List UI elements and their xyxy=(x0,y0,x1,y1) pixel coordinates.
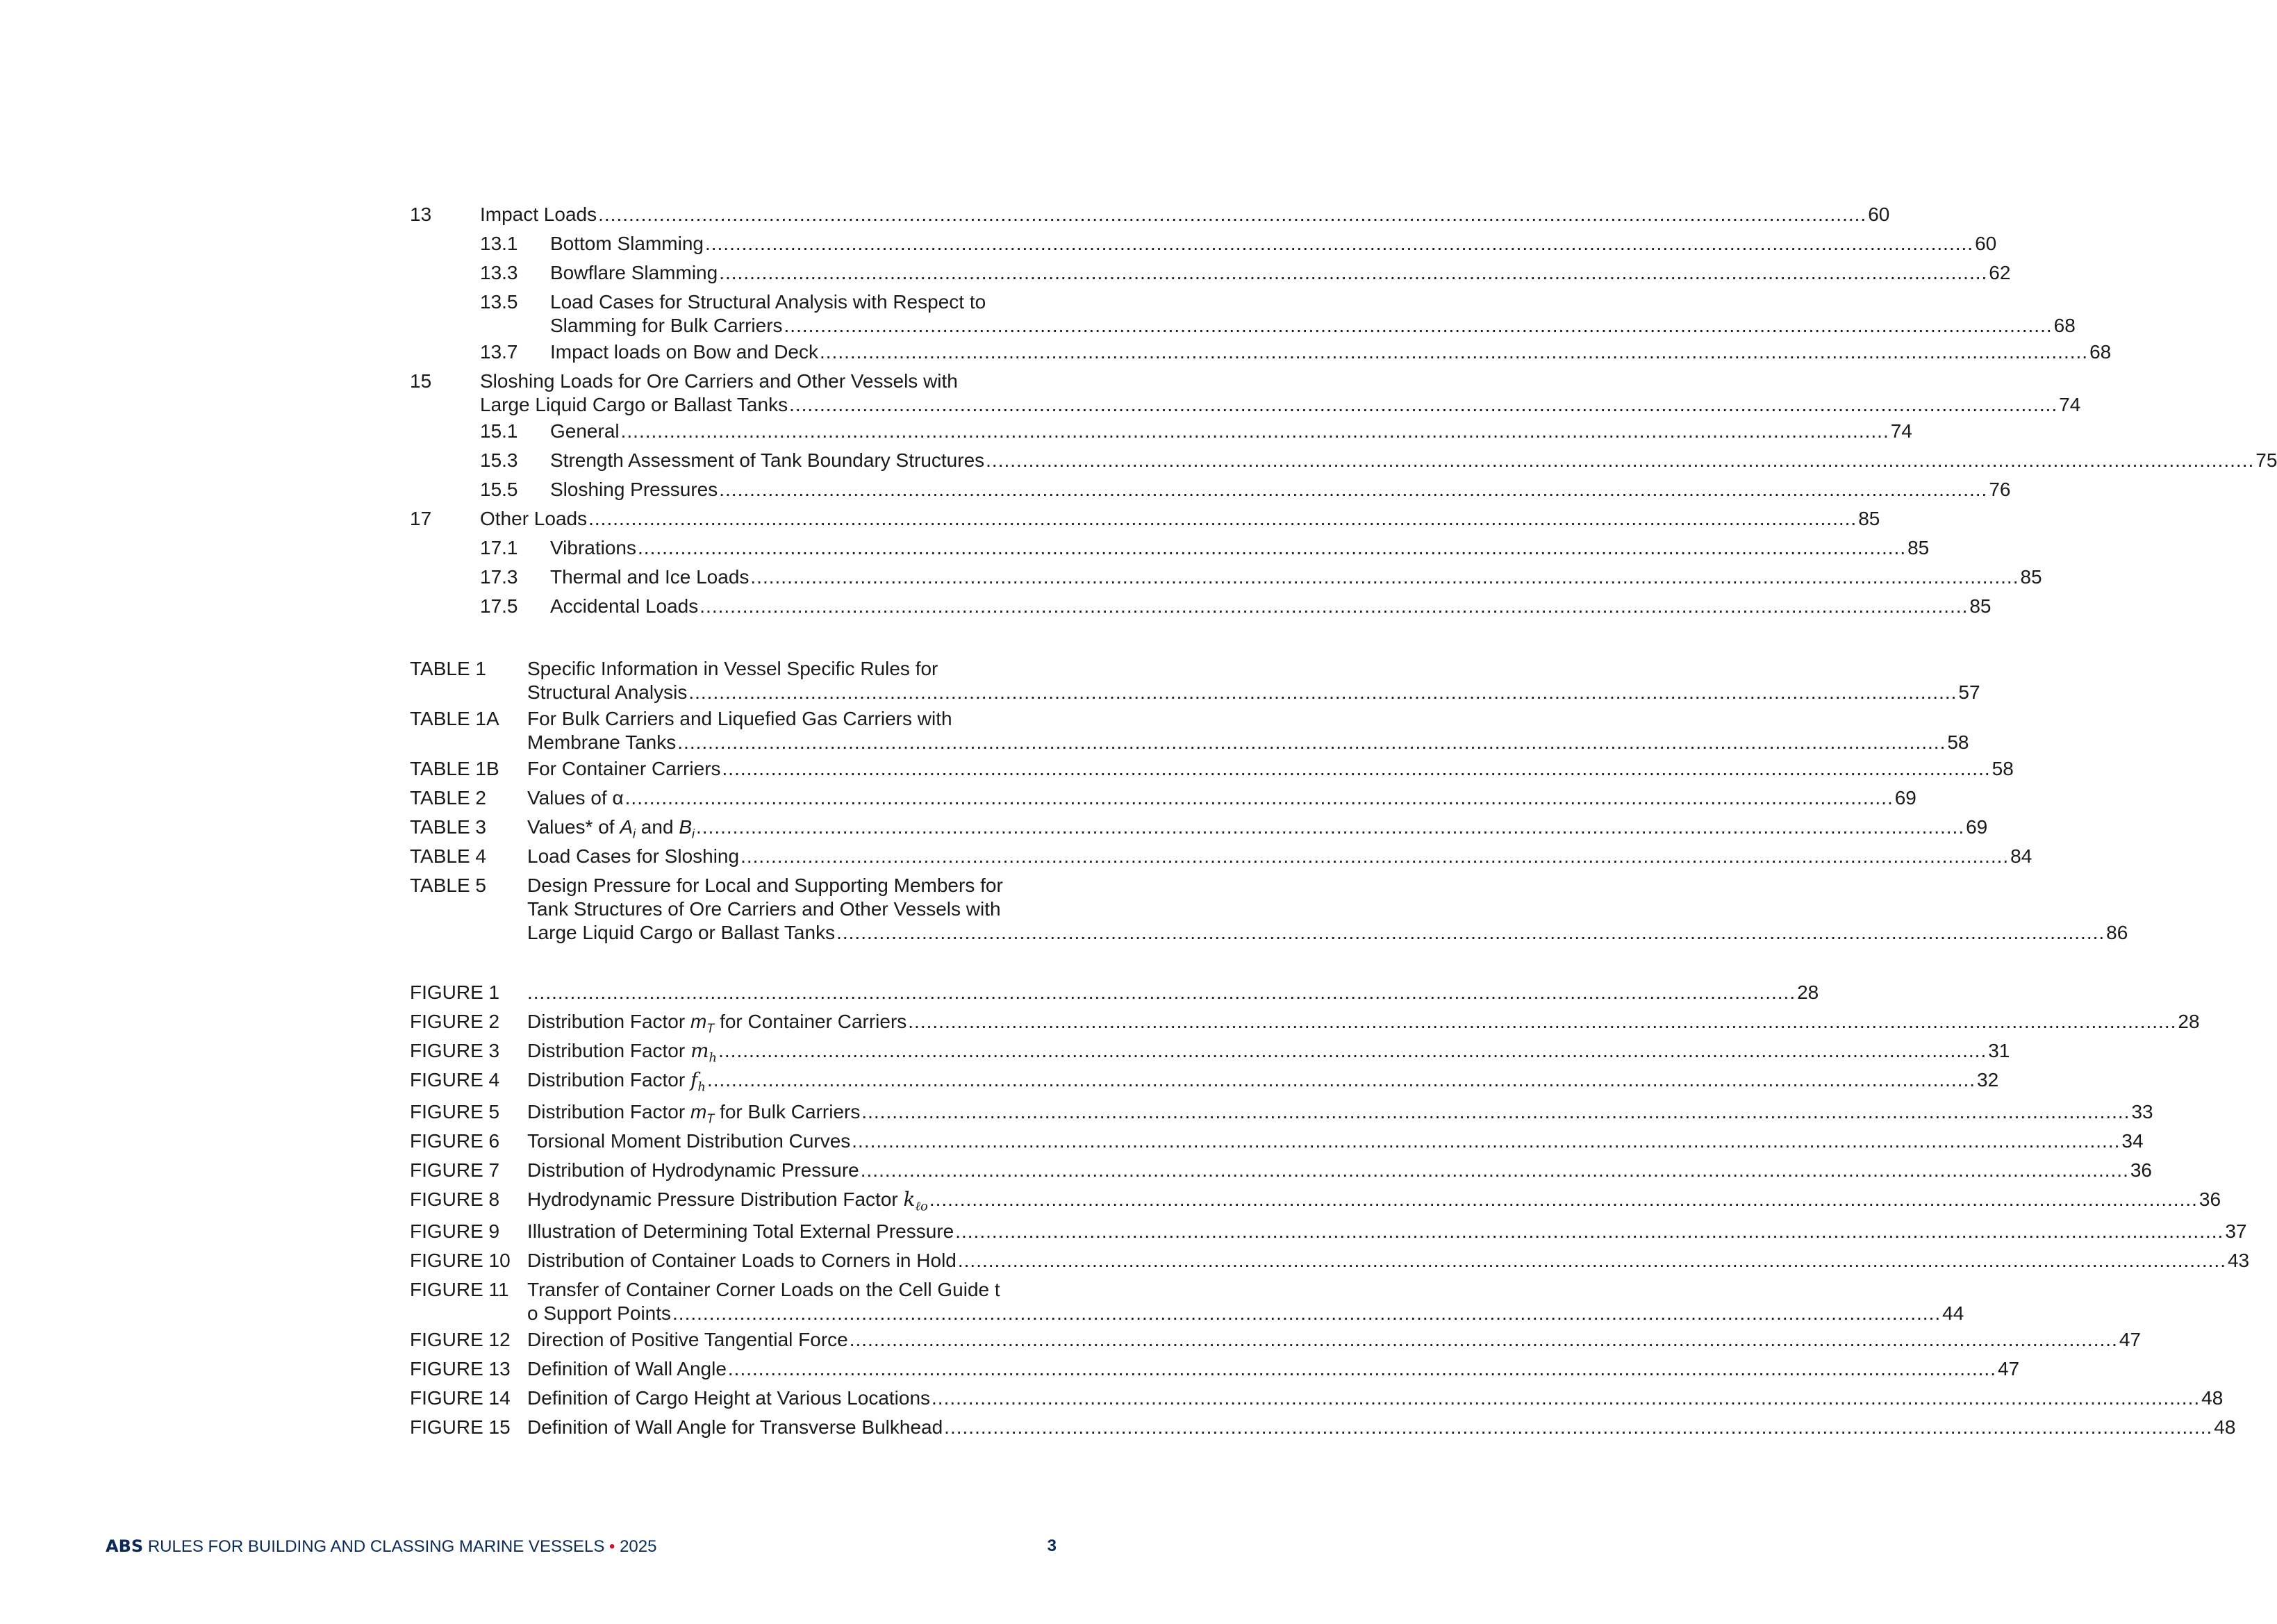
page-number: 31 xyxy=(1988,1040,2010,1061)
entry-title: Sloshing Pressures xyxy=(550,479,718,500)
page-number: 69 xyxy=(1894,787,1916,809)
entry-title: Distribution Factor $m_T$ for Bulk Carriers xyxy=(527,1101,861,1126)
page-footer xyxy=(106,1532,1057,1560)
entry-title: Direction of Positive Tangential Force xyxy=(527,1329,848,1350)
dot-leader xyxy=(707,1068,1976,1092)
dot-leader xyxy=(955,1220,2224,1243)
figure-label: FIGURE 7 xyxy=(410,1159,500,1181)
page-number: 85 xyxy=(1969,595,1992,617)
dot-leader xyxy=(527,981,1796,1004)
entry-title: Definition of Cargo Height at Various Locations xyxy=(527,1387,931,1409)
entry-title: Torsional Moment Distribution Curves xyxy=(527,1130,851,1152)
entry-title: Definition of Wall Angle for Transverse Bulkhead xyxy=(527,1416,943,1438)
entry-title-line: Slamming for Bulk Carriers xyxy=(550,315,783,336)
page-number: 74 xyxy=(1890,420,1912,442)
dot-leader xyxy=(850,1328,2118,1352)
toc-entry[interactable] xyxy=(410,367,2081,417)
entry-title: Distribution Factor $m_T$ for Container Carriers xyxy=(527,1011,907,1036)
table-entry[interactable] xyxy=(410,842,2032,871)
dot-leader xyxy=(705,232,1973,256)
entry-title-line: Structural Analysis xyxy=(527,681,688,703)
figure-entry[interactable] xyxy=(410,1127,2144,1156)
dot-leader xyxy=(836,921,2105,945)
page-number: 68 xyxy=(2089,341,2112,363)
dot-leader xyxy=(621,420,1889,443)
page-number: 36 xyxy=(2130,1159,2152,1181)
entry-title-line: Specific Information in Vessel Specific Rules for xyxy=(527,658,938,679)
footer-rules-title: RULES FOR BUILDING AND CLASSING MARINE VESSELS xyxy=(143,1536,609,1556)
subsection-number: 15.5 xyxy=(480,479,518,500)
footer-year: 2025 xyxy=(615,1536,657,1556)
page-number: 32 xyxy=(1977,1069,1999,1091)
page-number: 57 xyxy=(1958,681,1980,703)
entry-title: Illustration of Determining Total External Pressure xyxy=(527,1220,954,1242)
toc-entry[interactable] xyxy=(410,475,2011,504)
entry-title: Other Loads xyxy=(480,508,588,529)
toc-entry[interactable] xyxy=(410,258,2011,288)
dot-leader xyxy=(677,731,1946,754)
table-label: TABLE 1B xyxy=(410,758,499,779)
entry-title: Distribution of Container Loads to Corners in Hold xyxy=(527,1250,957,1271)
toc-entry[interactable] xyxy=(410,446,2277,475)
entry-title-line: For Bulk Carriers and Liquefied Gas Carriers with xyxy=(527,708,952,729)
page-number: 28 xyxy=(2178,1011,2200,1032)
subsection-number: 13.7 xyxy=(480,341,518,363)
figure-entry[interactable] xyxy=(410,978,1819,1007)
page-number: 28 xyxy=(1797,981,1819,1003)
table-entry[interactable] xyxy=(410,871,2128,945)
entry-title: Vibrations xyxy=(550,537,637,558)
page-number: 37 xyxy=(2225,1220,2247,1242)
table-label: TABLE 3 xyxy=(410,816,486,838)
figure-entry[interactable] xyxy=(410,1384,2224,1413)
table-label: TABLE 1 xyxy=(410,658,486,679)
table-label: TABLE 4 xyxy=(410,845,486,867)
figure-label: FIGURE 12 xyxy=(410,1329,511,1350)
dot-leader xyxy=(588,507,1857,531)
entry-title: General xyxy=(550,420,620,442)
dot-leader xyxy=(958,1249,2226,1273)
figure-entry[interactable] xyxy=(410,1275,1964,1325)
dot-leader xyxy=(722,757,1991,781)
page-number: 36 xyxy=(2199,1188,2221,1210)
entry-title-line: o Support Points xyxy=(527,1302,672,1324)
dot-leader xyxy=(740,845,2009,868)
page-number: 85 xyxy=(2020,566,2042,588)
dot-leader xyxy=(718,1039,1987,1063)
entry-title-line: Load Cases for Structural Analysis with Respect to xyxy=(550,291,986,313)
toc-entry[interactable] xyxy=(410,504,1880,533)
figure-entry[interactable] xyxy=(410,1185,2221,1217)
toc-entry[interactable] xyxy=(410,533,1930,563)
entry-title: Thermal and Ice Loads xyxy=(550,566,750,588)
page-number: 34 xyxy=(2121,1130,2144,1152)
entry-title: For Container Carriers xyxy=(527,758,721,779)
page-number: 76 xyxy=(1989,479,2011,500)
table-of-contents xyxy=(410,200,2277,1442)
entry-title: Hydrodynamic Pressure Distribution Factor $k_{\ell o}$ xyxy=(527,1188,928,1214)
figure-entry[interactable] xyxy=(410,1066,1999,1097)
dot-leader xyxy=(688,681,1957,704)
entry-title: Impact loads on Bow and Deck xyxy=(550,341,818,363)
table-entry[interactable] xyxy=(410,813,1988,842)
table-label: TABLE 2 xyxy=(410,787,486,809)
page-number: 58 xyxy=(1947,731,1969,753)
figure-entry[interactable] xyxy=(410,1246,2250,1275)
entry-title-line: Large Liquid Cargo or Ballast Tanks xyxy=(480,394,788,415)
page-number: 60 xyxy=(1975,233,1997,254)
page-number: 85 xyxy=(1907,537,1930,558)
figure-label: FIGURE 3 xyxy=(410,1040,500,1061)
entry-title-line: Large Liquid Cargo or Ballast Tanks xyxy=(527,922,836,943)
entry-title: Distribution of Hydrodynamic Pressure xyxy=(527,1159,859,1181)
toc-entry[interactable] xyxy=(410,200,1890,229)
dot-leader xyxy=(719,478,1987,502)
dot-leader xyxy=(929,1188,2198,1211)
entry-title-line: Design Pressure for Local and Supporting Members for xyxy=(527,875,1003,896)
footer-title xyxy=(106,1536,656,1557)
figure-label: FIGURE 5 xyxy=(410,1101,500,1122)
figure-entry[interactable] xyxy=(410,1156,2152,1185)
subsection-number: 15.3 xyxy=(480,449,518,471)
subsection-number: 15.1 xyxy=(480,420,518,442)
figure-label: FIGURE 13 xyxy=(410,1358,511,1379)
page-number-footer: 3 xyxy=(1047,1536,1057,1555)
figure-label: FIGURE 8 xyxy=(410,1188,500,1210)
entry-title: Distribution Factor $m_h$ xyxy=(527,1039,718,1066)
dot-leader xyxy=(861,1159,2129,1182)
section-number: 13 xyxy=(410,204,432,225)
abs-brand: ABS xyxy=(106,1536,144,1556)
dot-leader xyxy=(789,393,2057,417)
entry-title: Values of α xyxy=(527,787,624,809)
dot-leader xyxy=(750,565,2019,589)
figure-label: FIGURE 15 xyxy=(410,1416,511,1438)
subsection-number: 13.3 xyxy=(480,262,518,283)
toc-entry[interactable] xyxy=(410,288,2076,338)
entry-title-line: Transfer of Container Corner Loads on the Cell Guide t xyxy=(527,1279,1000,1300)
toc-entry[interactable] xyxy=(410,417,1912,446)
subsection-number: 13.5 xyxy=(480,291,518,313)
entry-title: Accidental Loads xyxy=(550,595,699,617)
figure-label: FIGURE 14 xyxy=(410,1387,511,1409)
dot-leader xyxy=(672,1302,1941,1325)
figure-label: FIGURE 4 xyxy=(410,1069,500,1091)
entry-title-line: Sloshing Loads for Ore Carriers and Other Vessels with xyxy=(480,370,958,392)
page-number: 33 xyxy=(2131,1101,2153,1122)
entry-title: Values* of $A_i$ and $B_i$ xyxy=(527,816,695,841)
page-number: 68 xyxy=(2053,315,2076,336)
page-number: 74 xyxy=(2059,394,2081,415)
figure-label: FIGURE 9 xyxy=(410,1220,500,1242)
figure-entry[interactable] xyxy=(410,1097,2153,1127)
page-number: 58 xyxy=(1992,758,2014,779)
entry-title: Bottom Slamming xyxy=(550,233,704,254)
dot-leader xyxy=(908,1010,2176,1034)
dot-leader xyxy=(932,1386,2200,1410)
page-number: 86 xyxy=(2106,922,2128,943)
page-number: 85 xyxy=(1858,508,1880,529)
page-number: 69 xyxy=(1966,816,1988,838)
dot-leader xyxy=(784,314,2053,338)
page-number: 44 xyxy=(1942,1302,1964,1324)
subsection-number: 17.3 xyxy=(480,566,518,588)
figure-entry[interactable] xyxy=(410,1354,2020,1384)
table-entry[interactable] xyxy=(410,704,1969,754)
page-number: 84 xyxy=(2010,845,2032,867)
entry-title: Impact Loads xyxy=(480,204,597,225)
subsection-number: 17.1 xyxy=(480,537,518,558)
figure-label: FIGURE 11 xyxy=(410,1279,509,1300)
entry-title-line: Membrane Tanks xyxy=(527,731,677,753)
figure-label: FIGURE 1 xyxy=(410,981,500,1003)
toc-entry[interactable] xyxy=(410,338,2112,367)
figure-label: FIGURE 10 xyxy=(410,1250,511,1271)
dot-leader xyxy=(638,536,1906,560)
dot-leader xyxy=(986,449,2254,472)
dot-leader xyxy=(852,1129,2120,1153)
page-number: 48 xyxy=(2201,1387,2224,1409)
figure-entry[interactable] xyxy=(410,1413,2236,1442)
figure-label: FIGURE 6 xyxy=(410,1130,500,1152)
figure-label: FIGURE 2 xyxy=(410,1011,500,1032)
toc-entry[interactable] xyxy=(410,592,1992,621)
entry-title: Bowflare Slamming xyxy=(550,262,718,283)
dot-leader xyxy=(625,786,1894,810)
subsection-number: 17.5 xyxy=(480,595,518,617)
section-number: 17 xyxy=(410,508,432,529)
dot-leader xyxy=(699,595,1968,618)
bullet-separator: • xyxy=(609,1536,615,1556)
entry-title: Strength Assessment of Tank Boundary Structures xyxy=(550,449,985,471)
table-entry[interactable] xyxy=(410,784,1916,813)
table-entry[interactable] xyxy=(410,754,2014,784)
table-label: TABLE 5 xyxy=(410,875,486,896)
page-number: 75 xyxy=(2255,449,2277,471)
figure-entry[interactable] xyxy=(410,1217,2247,1246)
entry-title: Definition of Wall Angle xyxy=(527,1358,727,1379)
section-number: 15 xyxy=(410,370,432,392)
dot-leader xyxy=(719,261,1987,285)
toc-entry[interactable] xyxy=(410,229,1997,258)
figure-entry[interactable] xyxy=(410,1325,2141,1354)
figure-entry[interactable] xyxy=(410,1007,2200,1036)
table-label: TABLE 1A xyxy=(410,708,499,729)
page-number: 43 xyxy=(2227,1250,2250,1271)
page-number: 60 xyxy=(1868,204,1890,225)
page-number: 47 xyxy=(2119,1329,2141,1350)
toc-entry[interactable] xyxy=(410,563,2042,592)
entry-title: Load Cases for Sloshing xyxy=(527,845,740,867)
dot-leader xyxy=(598,203,1866,226)
dot-leader xyxy=(944,1416,2212,1439)
figure-entry[interactable] xyxy=(410,1036,2010,1066)
dot-leader xyxy=(861,1100,2130,1124)
subsection-number: 13.1 xyxy=(480,233,518,254)
dot-leader xyxy=(696,815,1964,839)
dot-leader xyxy=(728,1357,1996,1381)
page-number: 48 xyxy=(2214,1416,2236,1438)
entry-title-line: Tank Structures of Ore Carriers and Other Vessels with xyxy=(527,898,1001,920)
entry-title: Distribution Factor $f_h$ xyxy=(527,1068,706,1095)
page-number: 62 xyxy=(1989,262,2011,283)
page-number: 47 xyxy=(1997,1358,2020,1379)
table-entry[interactable] xyxy=(410,654,1980,704)
dot-leader xyxy=(820,340,2088,364)
